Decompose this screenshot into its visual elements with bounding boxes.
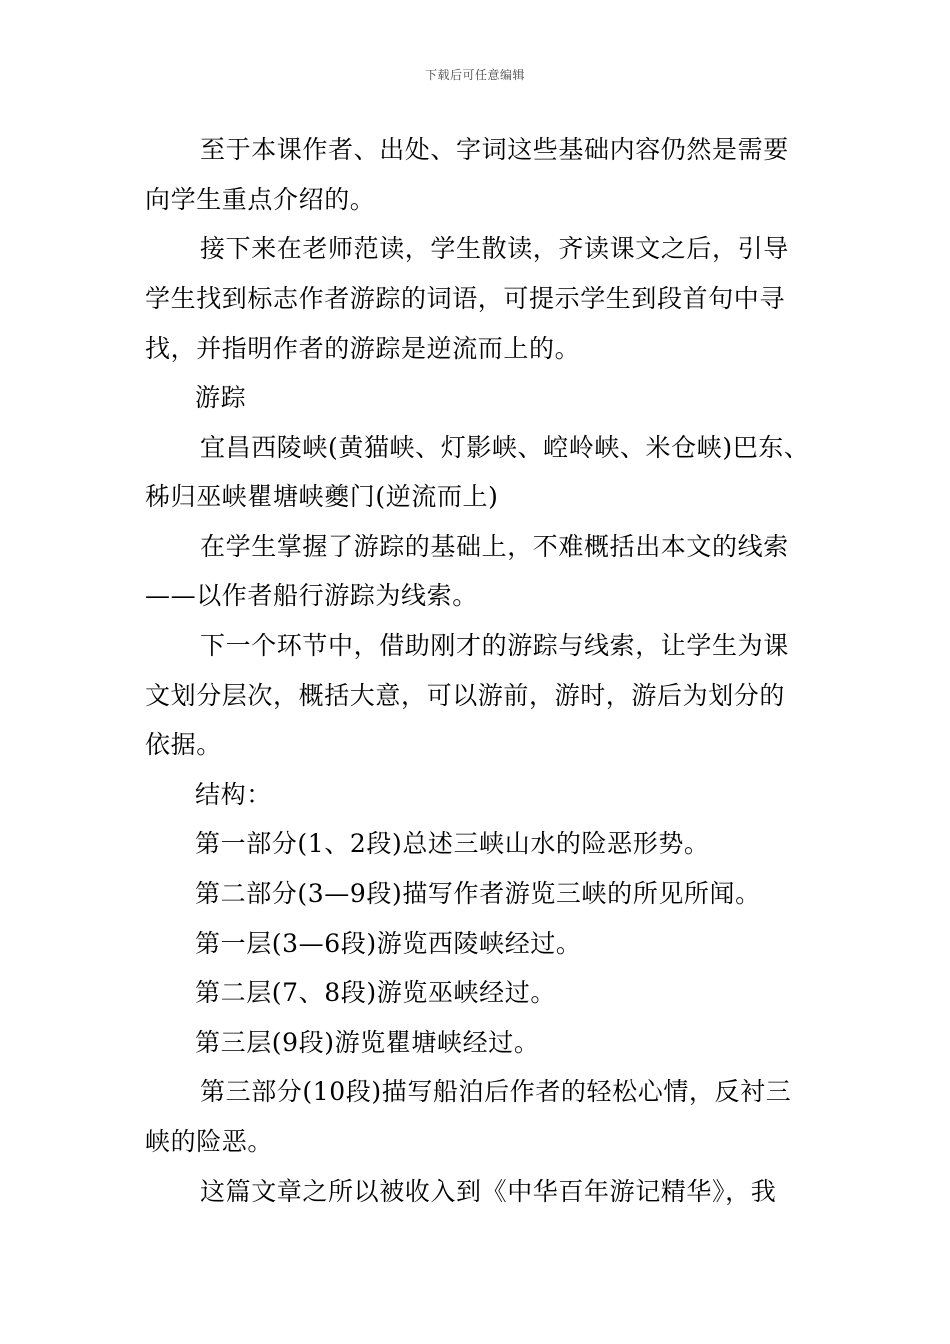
body-line: 在学生掌握了游踪的基础上，不难概括出本文的线索 <box>200 532 789 561</box>
body-line: 第一部分(1、2段)总述三峡山水的险恶形势。 <box>195 829 710 858</box>
body-line: ——以作者船行游踪为线索。 <box>145 581 478 610</box>
body-line: 结构： <box>195 780 272 809</box>
body-line: 向学生重点介绍的。 <box>145 185 376 214</box>
body-line: 文划分层次，概括大意，可以游前，游时，游后为划分的 <box>145 681 786 710</box>
body-line: 接下来在老师范读，学生散读，齐读课文之后，引导 <box>200 234 789 263</box>
body-line: 第二部分(3—9段)描写作者游览三峡的所见所闻。 <box>195 879 761 908</box>
body-line: 找，并指明作者的游踪是逆流而上的。 <box>145 334 581 363</box>
body-line: 游踪 <box>195 383 247 412</box>
body-line: 第三层(9段)游览瞿塘峡经过。 <box>195 1028 540 1057</box>
body-line: 宜昌西陵峡(黄猫峡、灯影峡、崆岭峡、米仓峡)巴东、 <box>200 433 810 462</box>
body-line: 第三部分(10段)描写船泊后作者的轻松心情，反衬三 <box>200 1077 792 1106</box>
body-line: 依据。 <box>145 730 222 759</box>
body-line: 学生找到标志作者游踪的词语，可提示学生到段首句中寻 <box>145 284 786 313</box>
body-line: 第一层(3—6段)游览西陵峡经过。 <box>195 929 582 958</box>
body-line: 第二层(7、8段)游览巫峡经过。 <box>195 978 556 1007</box>
body-line: 峡的险恶。 <box>145 1127 274 1156</box>
body-line: 下一个环节中，借助刚才的游踪与线索，让学生为课 <box>200 631 789 660</box>
body-line: 至于本课作者、出处、字词这些基础内容仍然是需要 <box>200 135 789 164</box>
body-line: 秭归巫峡瞿塘峡夔门(逆流而上) <box>145 482 499 511</box>
page-header: 下载后可任意编辑 <box>424 68 525 82</box>
body-line: 这篇文章之所以被收入到《中华百年游记精华》，我 <box>200 1177 777 1206</box>
